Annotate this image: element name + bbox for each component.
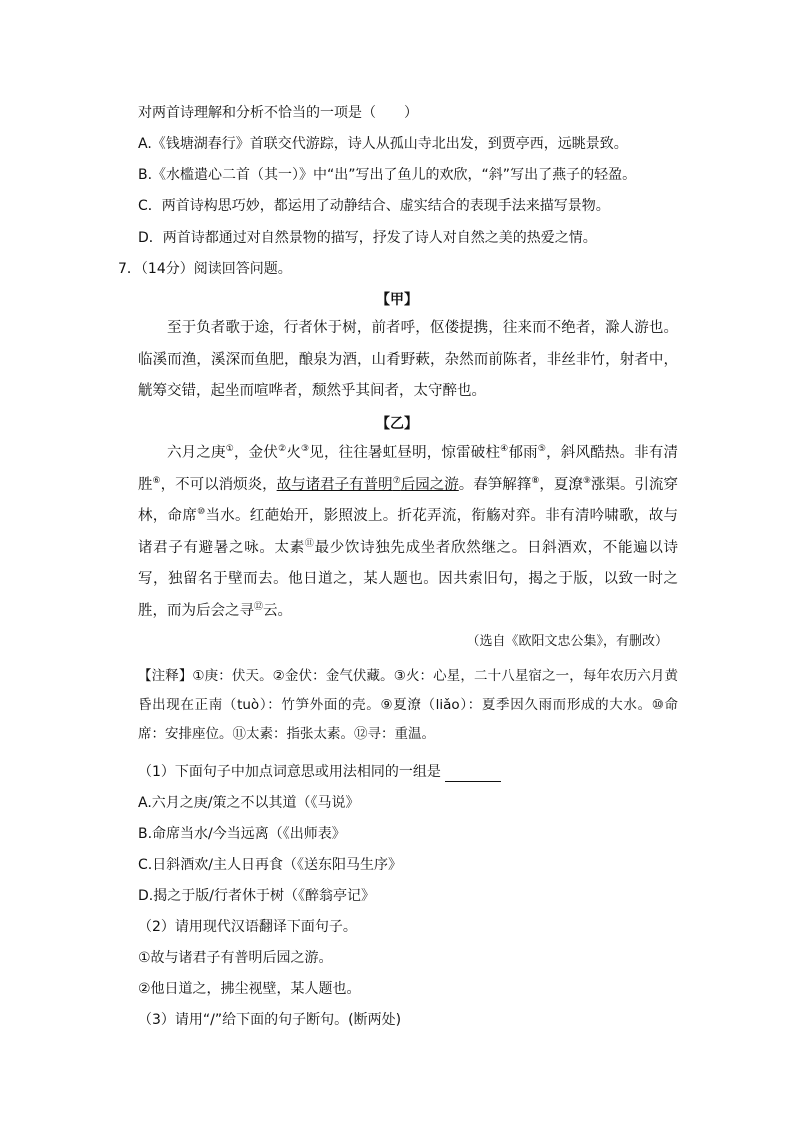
note-marker: ⑥ <box>152 475 161 486</box>
yi-passage <box>138 438 678 627</box>
note-marker: ⑤ <box>537 444 547 455</box>
sub1-option-d: D.揭之于版/行者休于树（《醉翁亭记》 <box>138 888 375 904</box>
q6-option-b: B.《水槛遣心二首（其一）》中“出”写出了鱼儿的欢欣，“斜”写出了燕子的轻盈。 <box>138 167 637 183</box>
yi-text: 涨渠。引流穿林，命席 <box>138 476 679 524</box>
note-marker: ⑫ <box>254 601 264 612</box>
passage-source: （选自《欧阳文忠公集》，有删改） <box>466 634 668 649</box>
q6-option-c: C．两首诗构思巧妙，都运用了动静结合、虚实结合的表现手法来描写景物。 <box>138 198 610 214</box>
answer-blank[interactable] <box>445 767 501 782</box>
yi-text: ，金伏 <box>234 445 279 461</box>
sub1-stem <box>138 762 501 782</box>
underlined-sentence <box>277 477 459 493</box>
yi-text: 。春笋解箨 <box>458 476 532 493</box>
sub2-item-1: ①故与诸君子有普明后园之游。 <box>138 950 333 966</box>
note-marker: ② <box>278 444 287 455</box>
note-marker: ⑦ <box>392 475 401 486</box>
note-marker: ① <box>225 444 234 455</box>
jia-text: 至于负者歌于途，行者休于树，前者呼，伛偻提携，往来而不绝者，滁人游也。临溪而渔，溪深而鱼肥，酿泉为酒，山肴野蔌，杂然而前陈者，非丝非竹，射者中，觥筹交错，起坐而喧哗者，颓然乎其间者，太守醉也。 <box>138 320 678 399</box>
yi-text: ，不可以消烦炎， <box>160 476 277 493</box>
yi-text: 郁雨 <box>508 445 538 461</box>
sub3-stem: （3）请用“/”给下面的句子断句。(断两处) <box>138 1012 402 1028</box>
yi-text: 故与诸君子有普明 <box>276 476 393 493</box>
annotations: 【注释】①庚：伏天。②金伏：金气伏藏。③火：心星，二十八星宿之一，每年农历六月黄昏出现在正南（tuò）：竹笋外面的壳。⑨夏潦（liǎo）：夏季因久雨而形成的大水。⑩命席：安排座位。⑪太素：指张太素。⑫寻：重温。 <box>138 668 678 742</box>
note-marker: ③ <box>301 444 310 455</box>
yi-text: ，夏潦 <box>539 476 583 493</box>
note-marker: ⑩ <box>197 507 206 518</box>
q7-title: 7．（14分）阅读回答问题。 <box>118 261 292 277</box>
q6-option-a: A.《钱塘湖春行》首联交代游踪，诗人从孤山寺北出发，到贾亭西，远眺景致。 <box>138 136 628 152</box>
note-marker: ⑧ <box>531 475 540 486</box>
jia-heading: 【甲】 <box>376 292 418 308</box>
yi-text: 当水。红葩始开，影照波上。折花弄流，衔觞对弈。非有清吟啸歌，故与诸君子有避暑之咏。太素 <box>138 508 679 556</box>
yi-text: 见，往往暑虹昼明，惊雷破柱 <box>309 445 501 461</box>
note-marker: ④ <box>500 444 509 455</box>
note-marker: ⑪ <box>304 538 315 549</box>
yi-heading: 【乙】 <box>376 416 418 432</box>
sub1-option-a: A.六月之庚/策之不以其道（《马说》 <box>138 795 360 811</box>
yi-text: 最少饮诗独先成坐者欣然继之。日斜酒欢，不能遍以诗写，独留名于壁而去。他日道之，某人题也。因共索旧句，揭之于版，以致一时之胜，而为后会之寻 <box>138 539 678 619</box>
jia-passage <box>138 313 678 409</box>
sub1-option-b: B.命席当水/今当远离（《出师表》 <box>138 826 346 842</box>
sub1-option-c: C.日斜酒欢/主人日再食（《送东阳马生序》 <box>138 857 402 873</box>
sub1-stem-text: （1）下面句子中加点词意思或用法相同的一组是 <box>138 764 441 780</box>
yi-text: 六月之庚 <box>167 445 226 461</box>
q6-stem: 对两首诗理解和分析不恰当的一项是（ ） <box>138 105 418 121</box>
yi-text: ，斜风酷热。非有清胜 <box>138 445 679 493</box>
yi-text: 火 <box>286 445 302 461</box>
sub2-stem: （2）请用现代汉语翻译下面句子。 <box>138 919 357 935</box>
sub2-item-2: ②他日道之，拂尘视壁，某人题也。 <box>138 981 361 997</box>
q6-option-d: D．两首诗都通过对自然景物的描写，抒发了诗人对自然之美的热爱之情。 <box>138 230 597 246</box>
note-marker: ⑨ <box>582 475 591 486</box>
yi-text: 后园之游 <box>400 476 459 493</box>
yi-text: 云。 <box>263 602 293 619</box>
